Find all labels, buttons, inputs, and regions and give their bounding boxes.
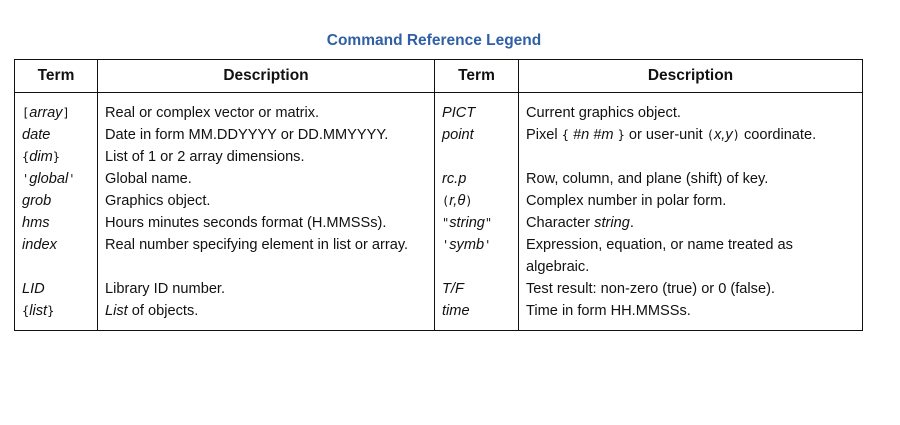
description-cell: Real number specifying element in list or array. <box>98 234 435 278</box>
term-cell: PICT <box>435 93 519 125</box>
header-row <box>15 60 863 93</box>
header-term-2: Term <box>435 60 519 93</box>
table-row <box>15 300 863 331</box>
term-cell: date <box>15 124 98 146</box>
term-cell: (r,θ) <box>435 190 519 212</box>
term-cell: time <box>435 300 519 331</box>
description-cell: Date in form MM.DDYYYY or DD.MMYYYY. <box>98 124 435 146</box>
term-cell: index <box>15 234 98 278</box>
term-cell: {list} <box>15 300 98 331</box>
term-cell: 'symb' <box>435 234 519 278</box>
description-cell: Time in form HH.MMSSs. <box>519 300 863 331</box>
description-cell: Pixel { #n #m } or user-unit (x,y) coordinate. <box>519 124 863 168</box>
term-cell: point <box>435 124 519 146</box>
description-cell: Character string. <box>519 212 863 234</box>
table-row <box>15 124 863 146</box>
description-cell: Library ID number. <box>98 278 435 300</box>
term-cell: 'global' <box>15 168 98 190</box>
description-cell: Test result: non-zero (true) or 0 (false). <box>519 278 863 300</box>
header-term-1: Term <box>15 60 98 93</box>
term-cell <box>435 146 519 168</box>
term-cell: {dim} <box>15 146 98 168</box>
command-legend-table <box>14 59 863 331</box>
description-cell: Current graphics object. <box>519 93 863 125</box>
description-cell: List of 1 or 2 array dimensions. <box>98 146 435 168</box>
term-cell: grob <box>15 190 98 212</box>
term-cell: T/F <box>435 278 519 300</box>
term-cell: LID <box>15 278 98 300</box>
term-cell: hms <box>15 212 98 234</box>
term-cell: [array] <box>15 93 98 125</box>
table-row <box>15 278 863 300</box>
table-row <box>15 190 863 212</box>
description-cell: Hours minutes seconds format (H.MMSSs). <box>98 212 435 234</box>
header-description-2: Description <box>519 60 863 93</box>
description-cell: Expression, equation, or name treated as algebraic. <box>519 234 863 278</box>
description-cell: Graphics object. <box>98 190 435 212</box>
description-cell: Global name. <box>98 168 435 190</box>
description-cell: Complex number in polar form. <box>519 190 863 212</box>
description-cell: Real or complex vector or matrix. <box>98 93 435 125</box>
term-cell: rc.p <box>435 168 519 190</box>
table-row <box>15 234 863 278</box>
description-cell: List of objects. <box>98 300 435 331</box>
legend-title: Command Reference Legend <box>326 32 542 49</box>
table-row <box>15 93 863 125</box>
table-row <box>15 212 863 234</box>
term-cell: "string" <box>435 212 519 234</box>
description-cell: Row, column, and plane (shift) of key. <box>519 168 863 190</box>
header-description-1: Description <box>98 60 435 93</box>
table-row <box>15 168 863 190</box>
